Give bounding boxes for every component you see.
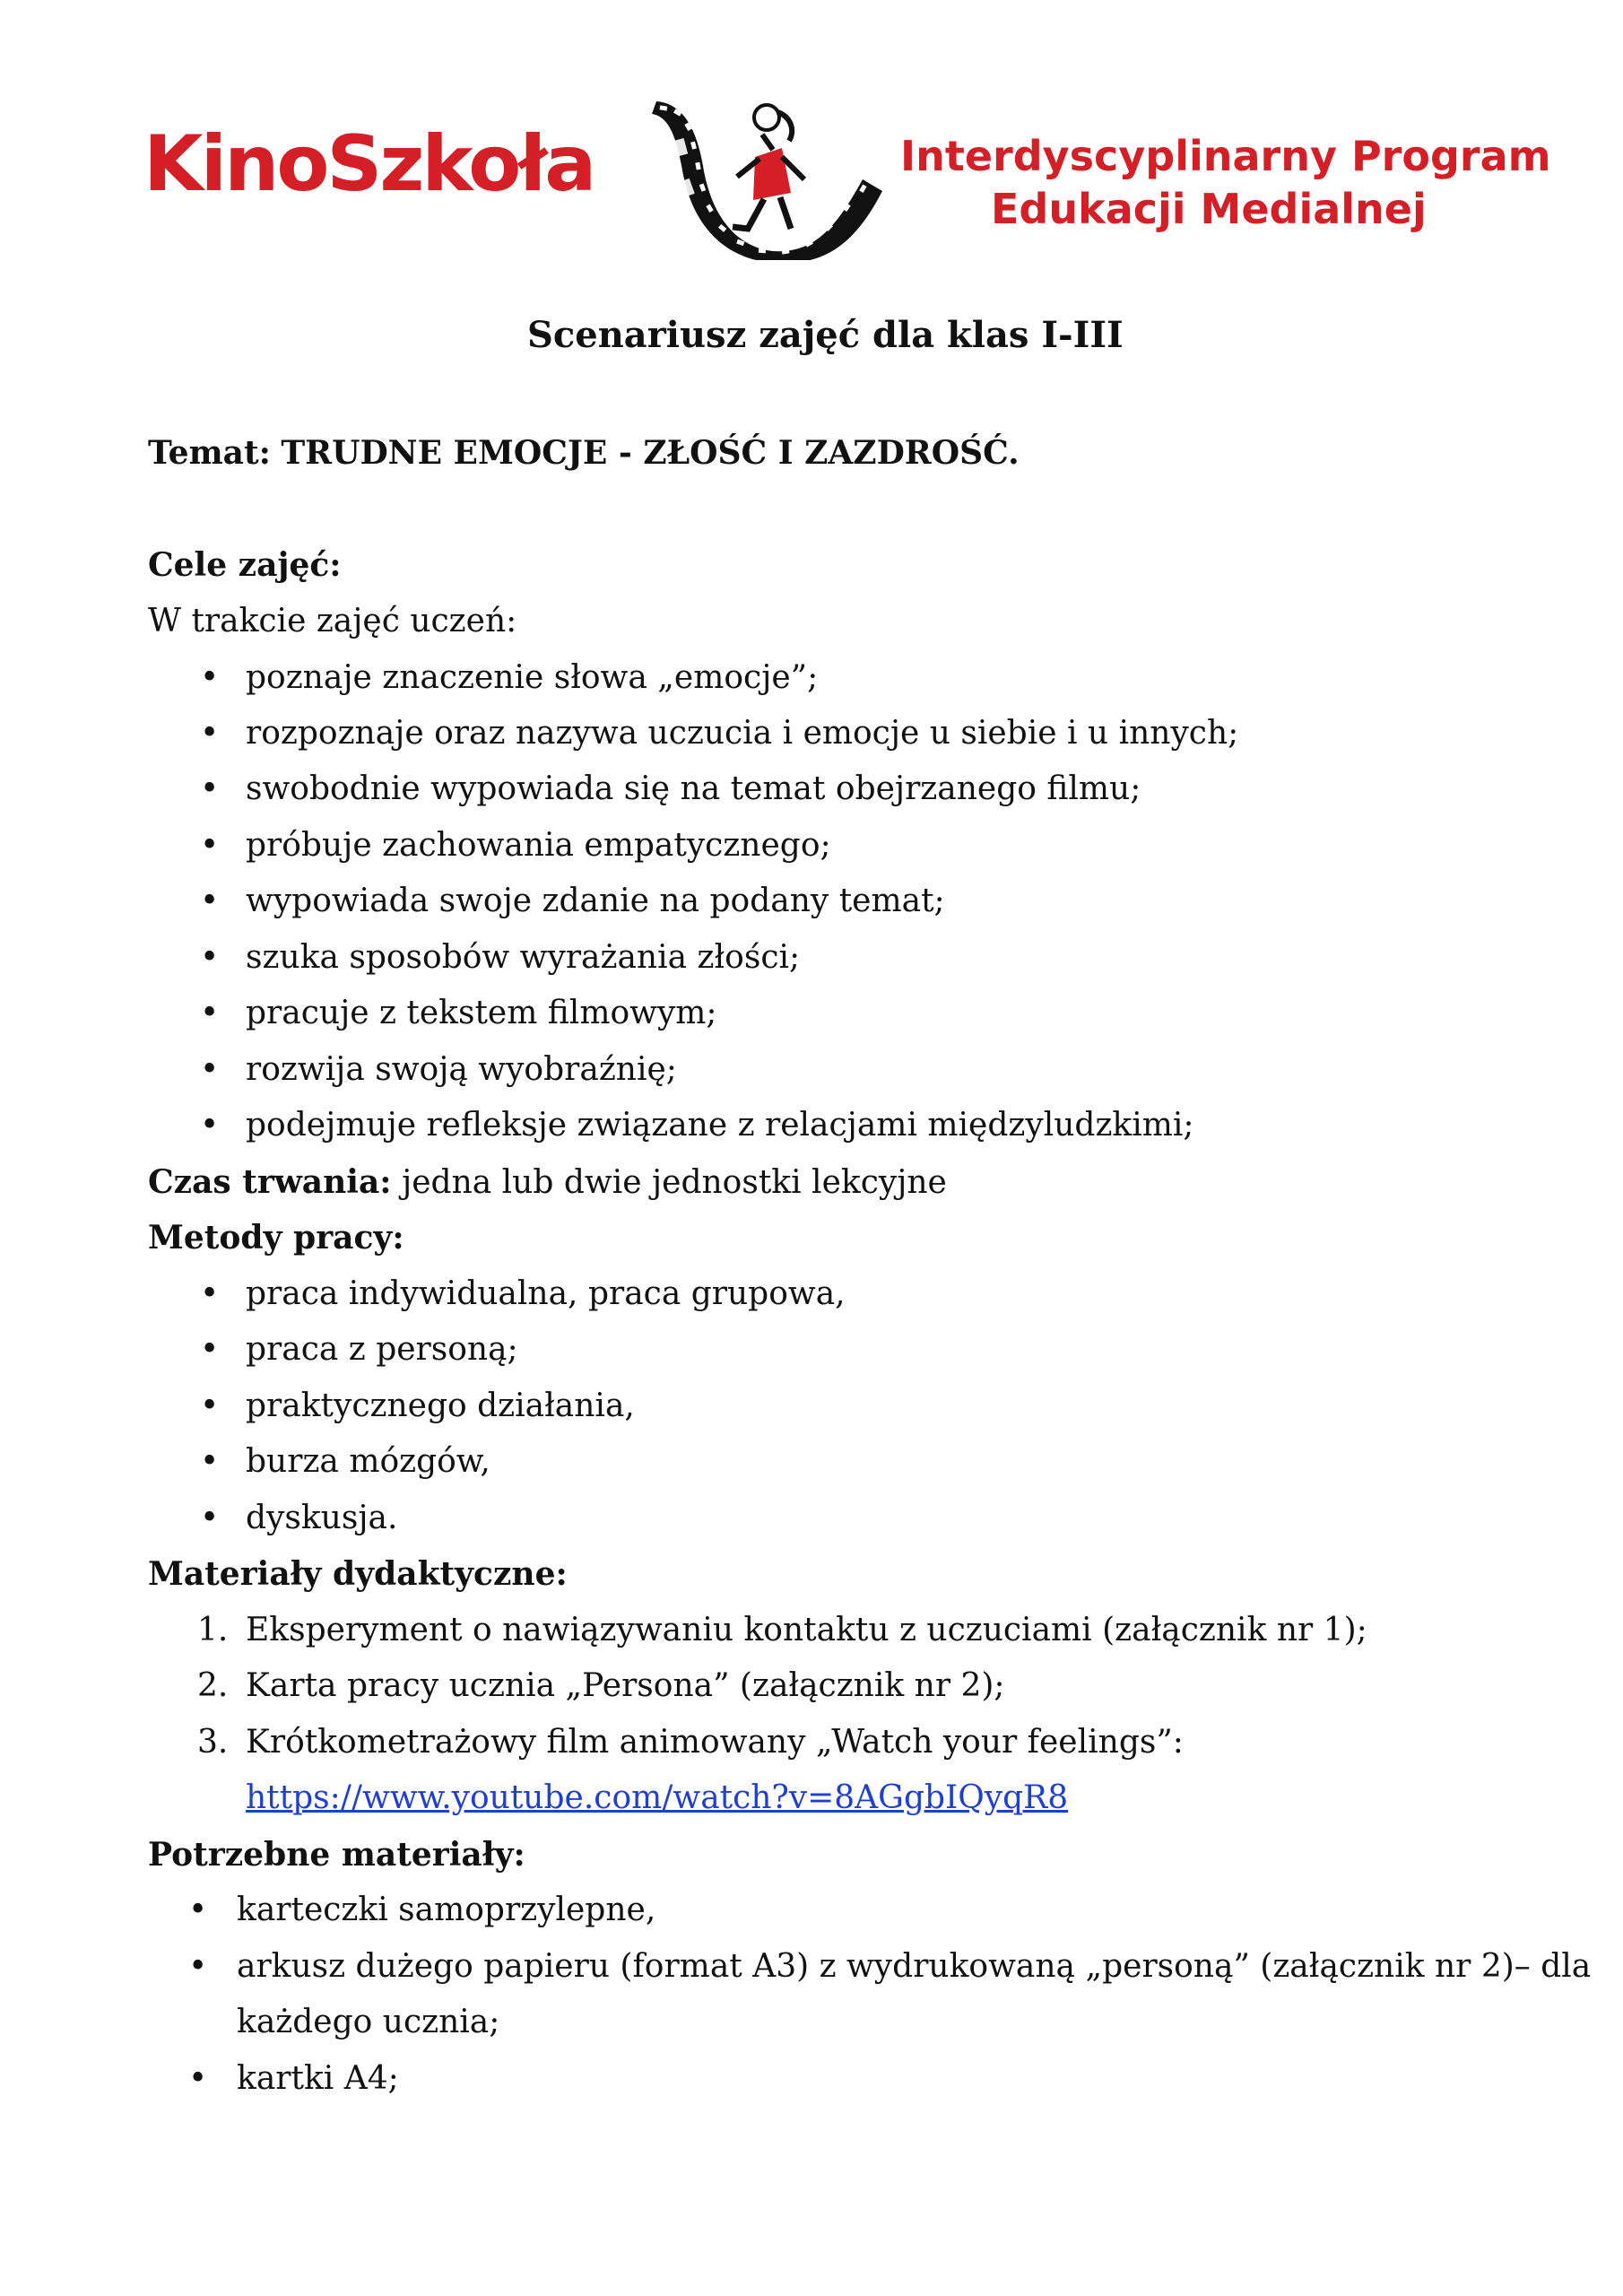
bullet-icon: • bbox=[200, 1107, 220, 1144]
bullet-icon: • bbox=[200, 715, 220, 752]
list-item: praktycznego działania, bbox=[246, 1387, 635, 1424]
list-item: arkusz dużego papieru (format A3) z wydrukowaną „personą” (załącznik nr 2)– dla bbox=[237, 1948, 1592, 1985]
bullet-icon: • bbox=[200, 1500, 220, 1536]
topic-value: TRUDNE EMOCJE - ZŁOŚĆ I ZAZDROŚĆ. bbox=[281, 434, 1020, 472]
program-title-line1: Interdyscyplinarny Program bbox=[900, 132, 1551, 180]
list-item-continuation: każdego ucznia; bbox=[237, 2004, 500, 2040]
list-item: podejmuje refleksje związane z relacjami międzyludzkimi; bbox=[246, 1107, 1194, 1144]
bullet-icon: • bbox=[200, 827, 220, 864]
list-number: 3. bbox=[197, 1724, 229, 1761]
list-item: rozpoznaje oraz nazywa uczucia i emocje u siebie i u innych; bbox=[246, 715, 1239, 752]
goals-intro: W trakcie zajęć uczeń: bbox=[148, 603, 517, 639]
bullet-icon: • bbox=[200, 883, 220, 919]
bullet-icon: • bbox=[188, 1948, 208, 1985]
program-title-line2: Edukacji Medialnej bbox=[991, 185, 1427, 233]
methods-heading: Metody pracy: bbox=[148, 1219, 404, 1257]
duration-line bbox=[148, 1163, 947, 1201]
list-item: kartki A4; bbox=[237, 2060, 399, 2097]
bullet-icon: • bbox=[188, 2060, 208, 2097]
duration-value: jedna lub dwie jednostki lekcyjne bbox=[402, 1164, 947, 1201]
video-link[interactable]: https://www.youtube.com/watch?v=8AGgbIQyqR8 bbox=[246, 1779, 1069, 1816]
bullet-icon: • bbox=[200, 1387, 220, 1424]
list-item: rozwija swoją wyobraźnię; bbox=[246, 1051, 677, 1088]
list-item: Eksperyment o nawiązywaniu kontaktu z uczuciami (załącznik nr 1); bbox=[246, 1612, 1367, 1648]
bullet-icon: • bbox=[200, 659, 220, 696]
list-item: próbuje zachowania empatycznego; bbox=[246, 827, 831, 864]
bullet-icon: • bbox=[188, 1892, 208, 1928]
list-item: dyskusja. bbox=[246, 1500, 398, 1536]
list-item: Karta pracy ucznia „Persona” (załącznik nr 2); bbox=[246, 1667, 1005, 1704]
list-item: karteczki samoprzylepne, bbox=[237, 1892, 656, 1928]
list-item: swobodnie wypowiada się na temat obejrzanego filmu; bbox=[246, 770, 1141, 807]
needed-heading: Potrzebne materiały: bbox=[148, 1836, 525, 1874]
bullet-icon: • bbox=[200, 939, 220, 976]
list-item: poznaje znaczenie słowa „emocje”; bbox=[246, 659, 819, 696]
list-number: 2. bbox=[197, 1667, 229, 1704]
list-item: pracuje z tekstem filmowym; bbox=[246, 995, 717, 1031]
list-item: szuka sposobów wyrażania złości; bbox=[246, 939, 801, 976]
bullet-icon: • bbox=[200, 1275, 220, 1312]
bullet-icon: • bbox=[200, 995, 220, 1031]
kinoszkola-logo-text: KinoSzkoła bbox=[143, 119, 595, 209]
bullet-icon: • bbox=[200, 1443, 220, 1480]
document-title: Scenariusz zajęć dla klas I-III bbox=[527, 314, 1124, 356]
video-link-line bbox=[246, 1779, 1069, 1816]
list-item: burza mózgów, bbox=[246, 1443, 490, 1480]
page-header bbox=[0, 0, 1623, 269]
list-item: praca z personą; bbox=[246, 1331, 518, 1368]
materials-heading: Materiały dydaktyczne: bbox=[148, 1555, 568, 1593]
list-item: Krótkometrażowy film animowany „Watch your feelings”: bbox=[246, 1724, 1184, 1761]
list-item: wypowiada swoje zdanie na podany temat; bbox=[246, 883, 945, 919]
bullet-icon: • bbox=[200, 1331, 220, 1368]
duration-label: Czas trwania: bbox=[148, 1163, 392, 1201]
list-item: praca indywidualna, praca grupowa, bbox=[246, 1275, 846, 1312]
bullet-icon: • bbox=[200, 1051, 220, 1088]
list-number: 1. bbox=[197, 1612, 229, 1648]
film-strip-logo-icon bbox=[647, 94, 890, 260]
bullet-icon: • bbox=[200, 770, 220, 807]
topic-line bbox=[148, 434, 1020, 472]
topic-label: Temat: bbox=[148, 434, 271, 472]
goals-heading: Cele zajęć: bbox=[148, 546, 342, 584]
